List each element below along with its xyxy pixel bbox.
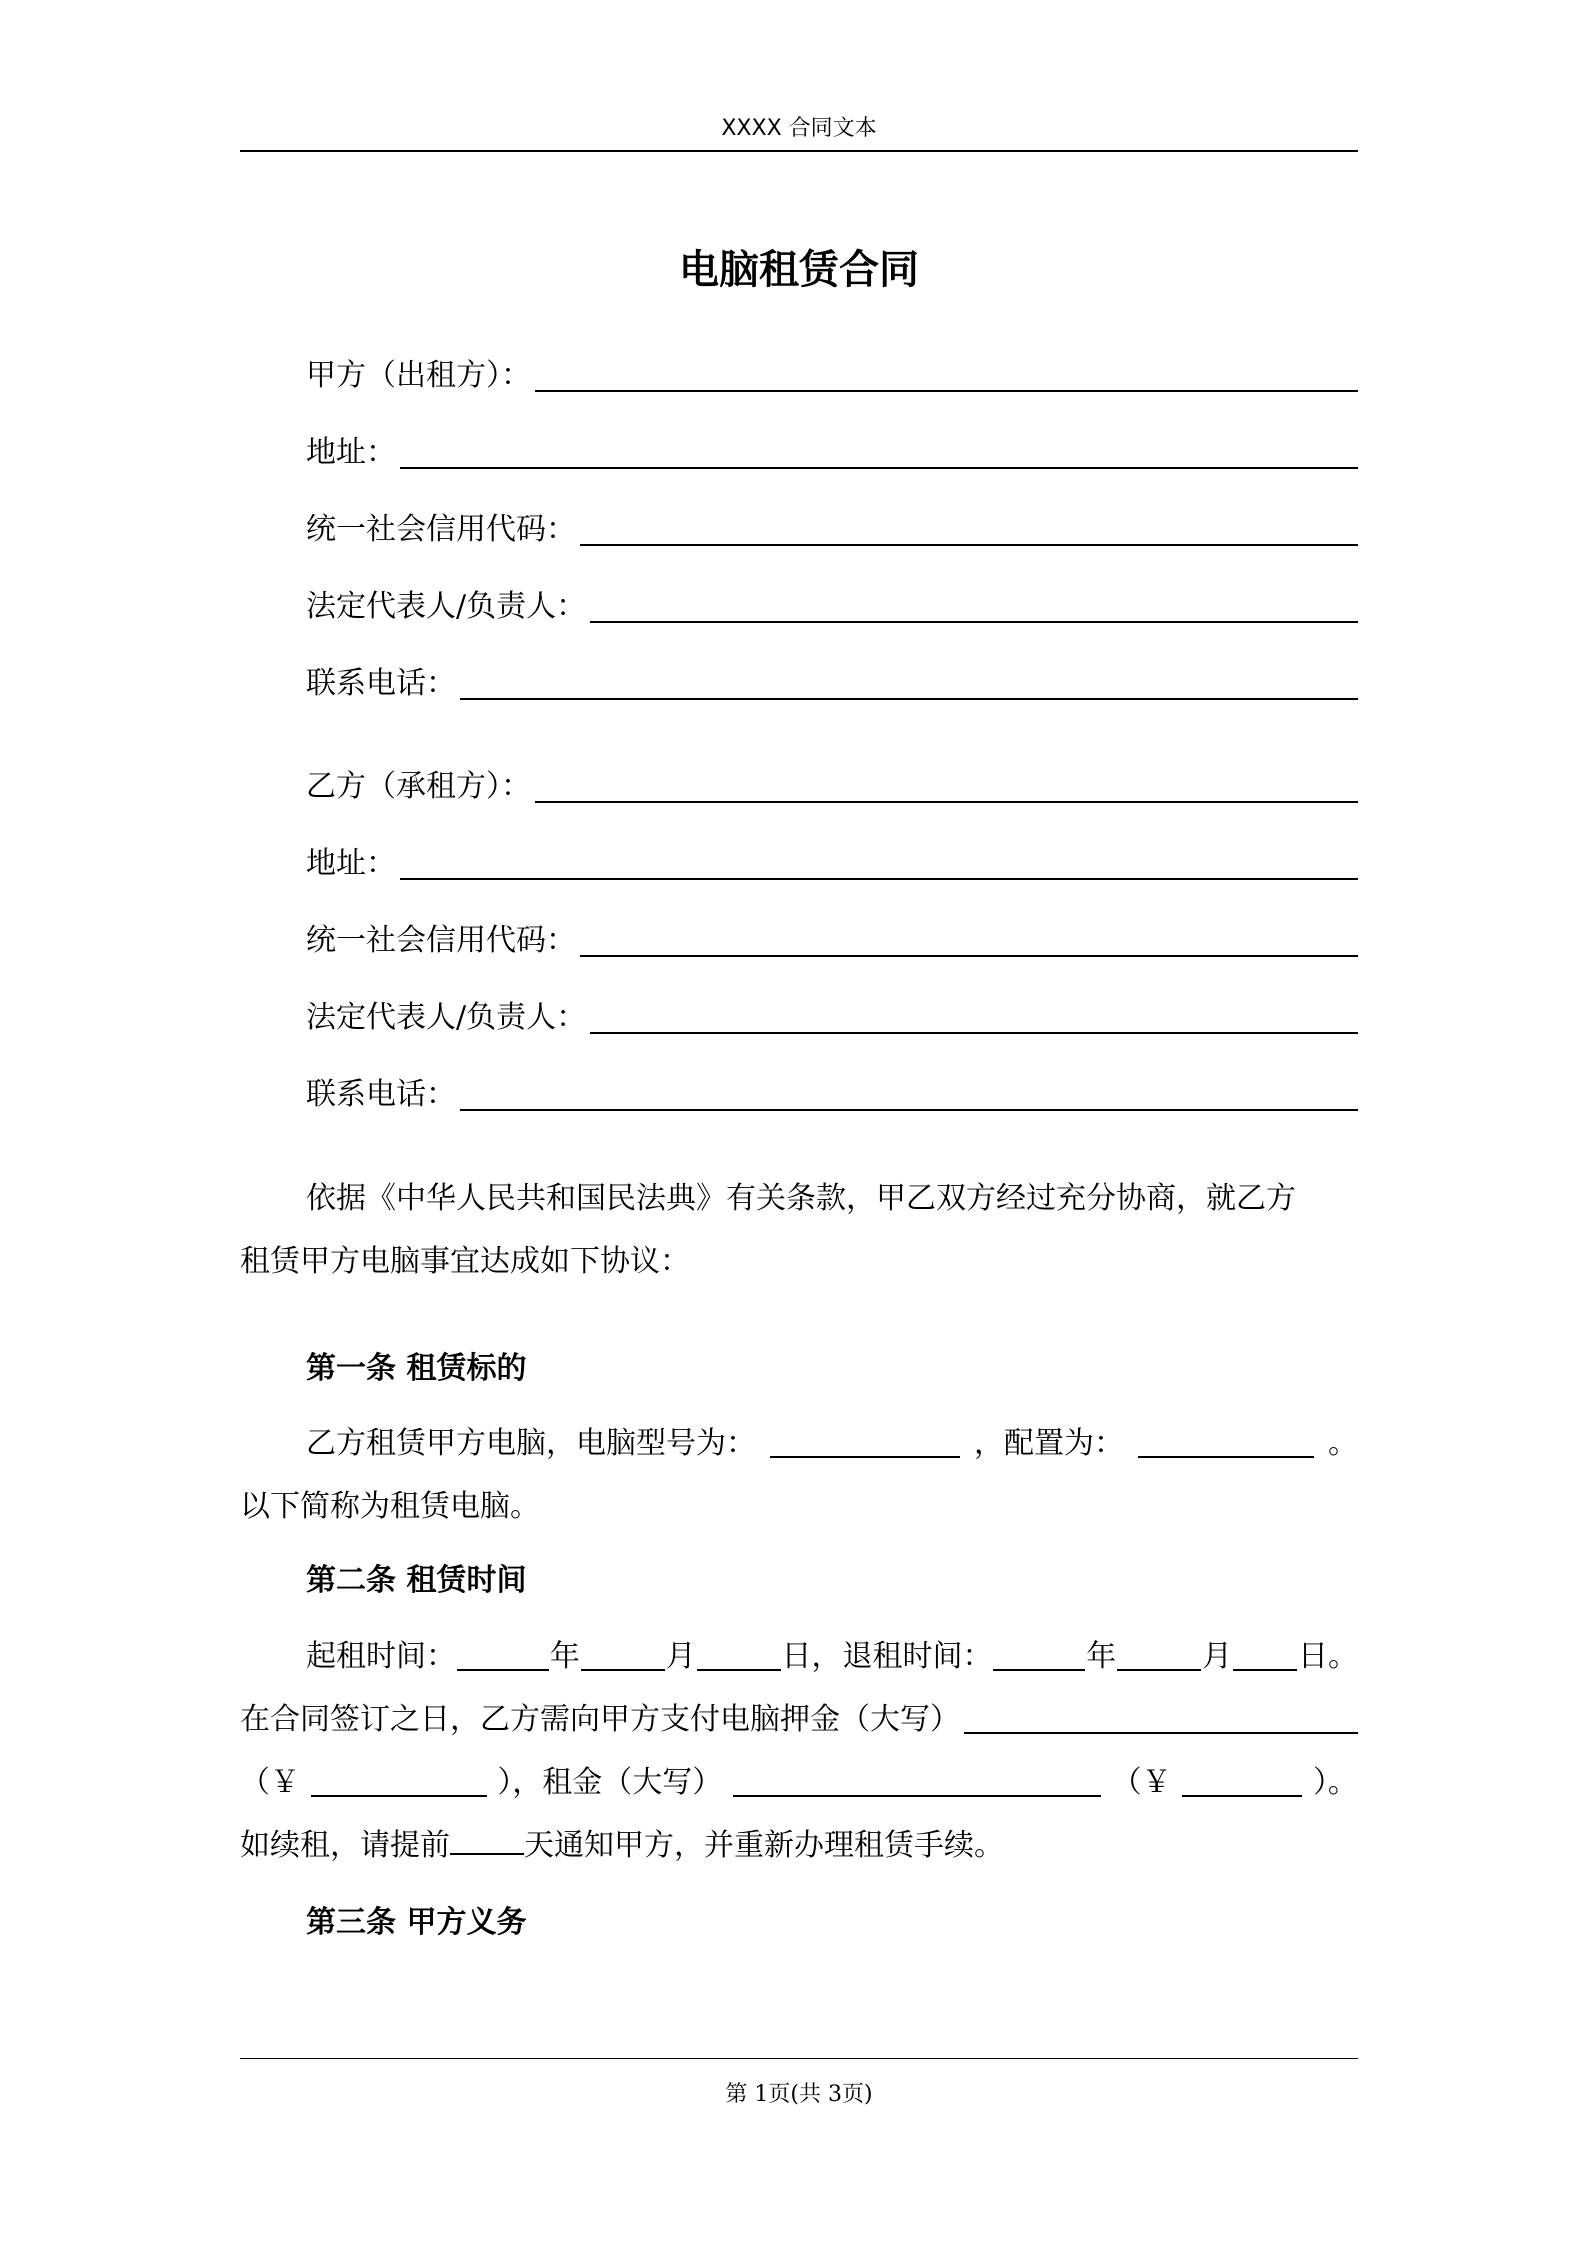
party-b-credit-code-field[interactable] bbox=[306, 917, 1358, 961]
rent-amount-blank[interactable] bbox=[1182, 1795, 1302, 1797]
party-a-phone-blank[interactable] bbox=[460, 698, 1358, 700]
end-time-label: 退租时间： bbox=[842, 1639, 993, 1674]
article-1-heading: 第一条 租赁标的 bbox=[306, 1351, 527, 1386]
party-a-address-label: 地址： bbox=[306, 435, 396, 470]
article-1-line-1 bbox=[306, 1424, 1358, 1464]
deposit-text: 在合同签订之日，乙方需向甲方支付电脑押金（大写） bbox=[240, 1702, 960, 1737]
party-b-representative-blank[interactable] bbox=[590, 1032, 1358, 1034]
party-b-representative-field[interactable] bbox=[306, 994, 1358, 1038]
rent-words-blank[interactable] bbox=[733, 1795, 1101, 1797]
start-month-unit: 月 bbox=[665, 1639, 696, 1674]
renew-text-b: 天通知甲方，并重新办理租赁手续。 bbox=[524, 1828, 1004, 1863]
party-a-credit-code-field[interactable] bbox=[306, 506, 1358, 550]
party-b-address-blank[interactable] bbox=[400, 878, 1358, 880]
party-a-credit-code-label: 统一社会信用代码： bbox=[306, 512, 576, 547]
end-day-blank[interactable] bbox=[1233, 1669, 1297, 1671]
end-year-unit: 年 bbox=[1086, 1639, 1117, 1674]
article-1-text-c: 。 bbox=[1328, 1426, 1358, 1461]
party-a-address-field[interactable] bbox=[306, 429, 1358, 473]
party-a-representative-field[interactable] bbox=[306, 583, 1358, 627]
party-a-representative-blank[interactable] bbox=[590, 621, 1358, 623]
article-1-line-2: 以下简称为租赁电脑。 bbox=[240, 1489, 540, 1524]
article-1-text-a: 乙方租赁甲方电脑，电脑型号为： bbox=[306, 1426, 756, 1461]
article-2-dates-line bbox=[306, 1637, 1358, 1677]
party-a-representative-label: 法定代表人/负责人： bbox=[306, 589, 587, 624]
end-month-blank[interactable] bbox=[1117, 1669, 1201, 1671]
article-2-heading: 第二条 租赁时间 bbox=[306, 1563, 527, 1598]
party-b-address-field[interactable] bbox=[306, 840, 1358, 884]
deposit-words-blank[interactable] bbox=[964, 1732, 1358, 1734]
party-a-phone-field[interactable] bbox=[306, 660, 1358, 704]
party-a-name-field[interactable] bbox=[306, 352, 1358, 396]
rent-close: ）。 bbox=[1312, 1765, 1358, 1800]
page-header: XXXX 合同文本 bbox=[721, 116, 877, 141]
deposit-yen-open: （￥ bbox=[240, 1765, 300, 1800]
party-a-phone-label: 联系电话： bbox=[306, 666, 456, 701]
end-month-unit: 月 bbox=[1202, 1639, 1233, 1674]
rent-label: ），租金（大写） bbox=[497, 1765, 723, 1800]
party-a-name-blank[interactable] bbox=[535, 390, 1358, 392]
footer-rule bbox=[240, 2058, 1358, 2059]
party-b-phone-field[interactable] bbox=[306, 1071, 1358, 1115]
party-b-credit-code-blank[interactable] bbox=[580, 955, 1358, 957]
party-a-name-label: 甲方（出租方）： bbox=[306, 358, 531, 393]
party-b-phone-label: 联系电话： bbox=[306, 1077, 456, 1112]
party-b-name-field[interactable] bbox=[306, 763, 1358, 807]
article-2-amounts-line bbox=[240, 1763, 1358, 1803]
party-b-name-label: 乙方（承租方）： bbox=[306, 769, 531, 804]
renew-text-a: 如续租，请提前 bbox=[240, 1828, 450, 1863]
party-b-phone-blank[interactable] bbox=[460, 1109, 1358, 1111]
party-b-credit-code-label: 统一社会信用代码： bbox=[306, 923, 576, 958]
start-month-blank[interactable] bbox=[581, 1669, 665, 1671]
party-b-representative-label: 法定代表人/负责人： bbox=[306, 1000, 587, 1035]
preamble-line-1: 依据《中华人民共和国民法典》有关条款，甲乙双方经过充分协商，就乙方 bbox=[306, 1181, 1296, 1216]
start-time-label: 起租时间： bbox=[306, 1639, 456, 1674]
header-rule bbox=[240, 150, 1358, 152]
article-2-renew-line bbox=[240, 1826, 1358, 1866]
renew-days-blank[interactable] bbox=[450, 1827, 524, 1855]
start-year-blank[interactable] bbox=[457, 1669, 549, 1671]
party-b-name-blank[interactable] bbox=[535, 801, 1358, 803]
deposit-amount-blank[interactable] bbox=[311, 1795, 487, 1797]
start-day-blank[interactable] bbox=[697, 1669, 781, 1671]
start-year-unit: 年 bbox=[549, 1639, 580, 1674]
document-title: 电脑租赁合同 bbox=[679, 246, 919, 293]
page-footer: 第 1页(共 3页) bbox=[725, 2082, 873, 2107]
rent-yen-open: （￥ bbox=[1111, 1765, 1172, 1800]
computer-model-blank[interactable] bbox=[770, 1456, 960, 1458]
computer-config-blank[interactable] bbox=[1138, 1456, 1314, 1458]
article-1-text-b: ，配置为： bbox=[974, 1426, 1124, 1461]
preamble-line-2: 租赁甲方电脑事宜达成如下协议： bbox=[240, 1244, 690, 1279]
start-day-unit: 日， bbox=[781, 1639, 842, 1674]
end-year-blank[interactable] bbox=[993, 1669, 1085, 1671]
party-b-address-label: 地址： bbox=[306, 846, 396, 881]
party-a-credit-code-blank[interactable] bbox=[580, 544, 1358, 546]
article-2-deposit-line bbox=[240, 1700, 1358, 1740]
article-3-heading: 第三条 甲方义务 bbox=[306, 1905, 527, 1940]
party-a-address-blank[interactable] bbox=[400, 467, 1358, 469]
end-day-unit: 日。 bbox=[1297, 1639, 1358, 1674]
